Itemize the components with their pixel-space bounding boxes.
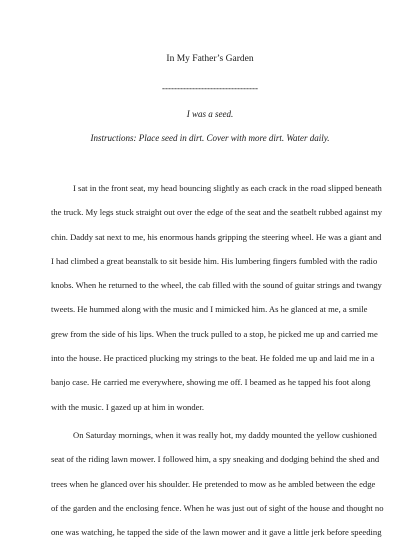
paragraph-line: I sat in the front seat, my head bouncing slightly as each crack in the road slipped beneath (73, 183, 382, 193)
paragraph-line: banjo case. He carried me everywhere, showing me off. I beamed as he tapped his foot along (51, 377, 371, 388)
paragraph-line: tweets. He hummed along with the music and I mimicked him. As he glanced at me, a smile (51, 304, 368, 315)
epigraph-line-2: Instructions: Place seed in dirt. Cover with more dirt. Water daily. (90, 133, 330, 143)
paragraph-line: seat of the riding lawn mower. I followed him, a spy sneaking and dodging behind the shed and (51, 454, 380, 465)
paragraph-line: chin. Daddy sat next to me, his enormous hands gripping the steering wheel. He was a giant and (51, 231, 382, 242)
document-title: In My Father’s Garden (166, 54, 254, 64)
paragraph-line: knobs. When he returned to the wheel, the cab filled with the sound of guitar strings and twangy (51, 280, 382, 291)
paragraph-1 (51, 176, 383, 419)
paragraph-line: one was watching, he tapped the side of the lawn mower and it gave a little jerk before speeding (51, 527, 382, 538)
paragraph-line: the truck. My legs stuck straight out over the edge of the seat and the seatbelt rubbed against my (51, 207, 383, 218)
paragraph-line: grew from the side of his lips. When the truck pulled to a stop, he picked me up and carried me (51, 328, 378, 339)
paragraph-line: of the garden and the enclosing fence. When he was just out of sight of the house and thought no (51, 502, 384, 513)
paragraph-line: I had climbed a great beanstalk to sit beside him. His lumbering fingers fumbled with the radio (51, 255, 378, 266)
paragraph-2 (51, 423, 384, 544)
paragraph-line: trees when he glanced over his shoulder. He pretended to mow as he ambled between the edge (51, 478, 376, 489)
title-divider: -------------------------------- (162, 83, 258, 93)
paragraph-line: On Saturday mornings, when it was really hot, my daddy mounted the yellow cushioned (73, 430, 377, 440)
paragraph-line: into the house. He practiced plucking my strings to the beat. He folded me up and laid me in a (51, 353, 375, 364)
paragraph-line: with the music. I gazed up at him in wonder. (51, 401, 204, 412)
epigraph-line-1: I was a seed. (186, 109, 234, 119)
